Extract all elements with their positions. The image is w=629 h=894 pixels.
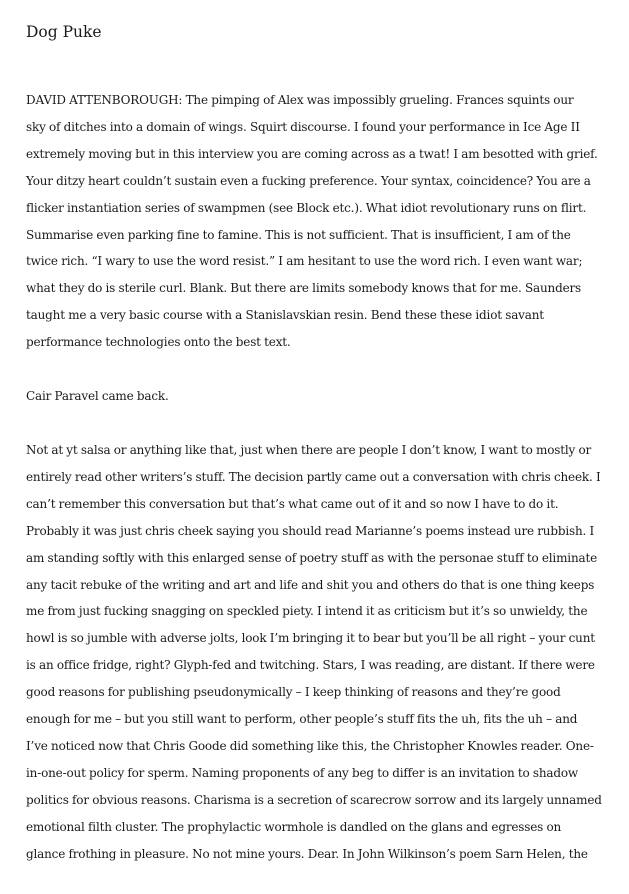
paragraph-line: I’ve noticed now that Chris Goode did something like this, the Christopher Knowles reader. One- xyxy=(26,738,594,753)
paragraph-line: sky of ditches into a domain of wings. Squirt discourse. I found your performance in Ice Age II xyxy=(26,119,580,134)
paragraph-line: what they do is sterile curl. Blank. But there are limits somebody knows that for me. Saunders xyxy=(26,281,582,296)
paragraph-line: me from just fucking snagging on speckled piety. I intend it as criticism but it’s so unwieldy, the xyxy=(26,604,588,619)
paragraph-line: extremely moving but in this interview you are coming across as a twat! I am besotted with grief. xyxy=(26,146,598,161)
paragraph-line: good reasons for publishing pseudonymically – I keep thinking of reasons and they’re good xyxy=(26,685,561,700)
paragraph-line: Cair Paravel came back. xyxy=(26,389,169,404)
paragraph-line: Your ditzy heart couldn’t sustain even a fucking preference. Your syntax, coincidence? You are a xyxy=(26,173,591,188)
paragraph-line: howl is so jumble with adverse jolts, look I’m bringing it to bear but you’ll be all right – your cunt xyxy=(26,631,595,646)
paragraph-line: enough for me – but you still want to perform, other people’s stuff fits the uh, fits the uh – and xyxy=(26,712,578,727)
paragraph-line: am standing softly with this enlarged sense of poetry stuff as with the personae stuff to eliminate xyxy=(26,550,598,565)
document-page xyxy=(26,18,606,894)
paragraph-line: twice rich. “I wary to use the word resist.” I am hesitant to use the word rich. I even want war; xyxy=(26,254,583,269)
document-body xyxy=(26,87,606,867)
paragraph xyxy=(26,437,606,868)
paragraph-line: Probably it was just chris cheek saying you should read Marianne’s poems instead ure rubbish. I xyxy=(26,523,595,538)
paragraph-line: politics for obvious reasons. Charisma is a secretion of scarecrow sorrow and its largely unnamed xyxy=(26,792,602,807)
paragraph-line: is an office fridge, right? Glyph-fed and twitching. Stars, I was reading, are distant. If there were xyxy=(26,658,595,673)
paragraph xyxy=(26,87,606,356)
paragraph-line: taught me a very basic course with a Stanislavskian resin. Bend these these idiot savant xyxy=(26,308,544,323)
paragraph-line: Not at yt salsa or anything like that, just when there are people I don’t know, I want to mostly or xyxy=(26,442,592,457)
paragraph xyxy=(26,383,606,410)
paragraph-line: in-one-out policy for sperm. Naming proponents of any beg to differ is an invitation to shadow xyxy=(26,765,579,780)
paragraph-line: can’t remember this conversation but that’s what came out of it and so now I have to do it. xyxy=(26,496,559,511)
paragraph-line: Summarise even parking fine to famine. This is not sufficient. That is insufficient, I am of the xyxy=(26,227,571,242)
paragraph-line: flicker instantiation series of swampmen (see Block etc.). What idiot revolutionary runs on flirt. xyxy=(26,200,587,215)
paragraph-line: any tacit rebuke of the writing and art and life and shit you and others do that is one thing keeps xyxy=(26,577,595,592)
document-title: Dog Puke xyxy=(26,23,102,41)
paragraph-line: DAVID ATTENBOROUGH: The pimping of Alex was impossibly grueling. Frances squints our xyxy=(26,93,574,107)
paragraph-line: entirely read other writers’s stuff. The decision partly came out a conversation with chris cheek. I xyxy=(26,469,601,484)
paragraph-line: emotional filth cluster. The prophylactic wormhole is dandled on the glans and egresses on xyxy=(26,819,562,834)
paragraph-line: glance frothing in pleasure. No not mine yours. Dear. In John Wilkinson’s poem Sarn Helen, the xyxy=(26,846,588,861)
paragraph-line: performance technologies onto the best text. xyxy=(26,335,291,350)
